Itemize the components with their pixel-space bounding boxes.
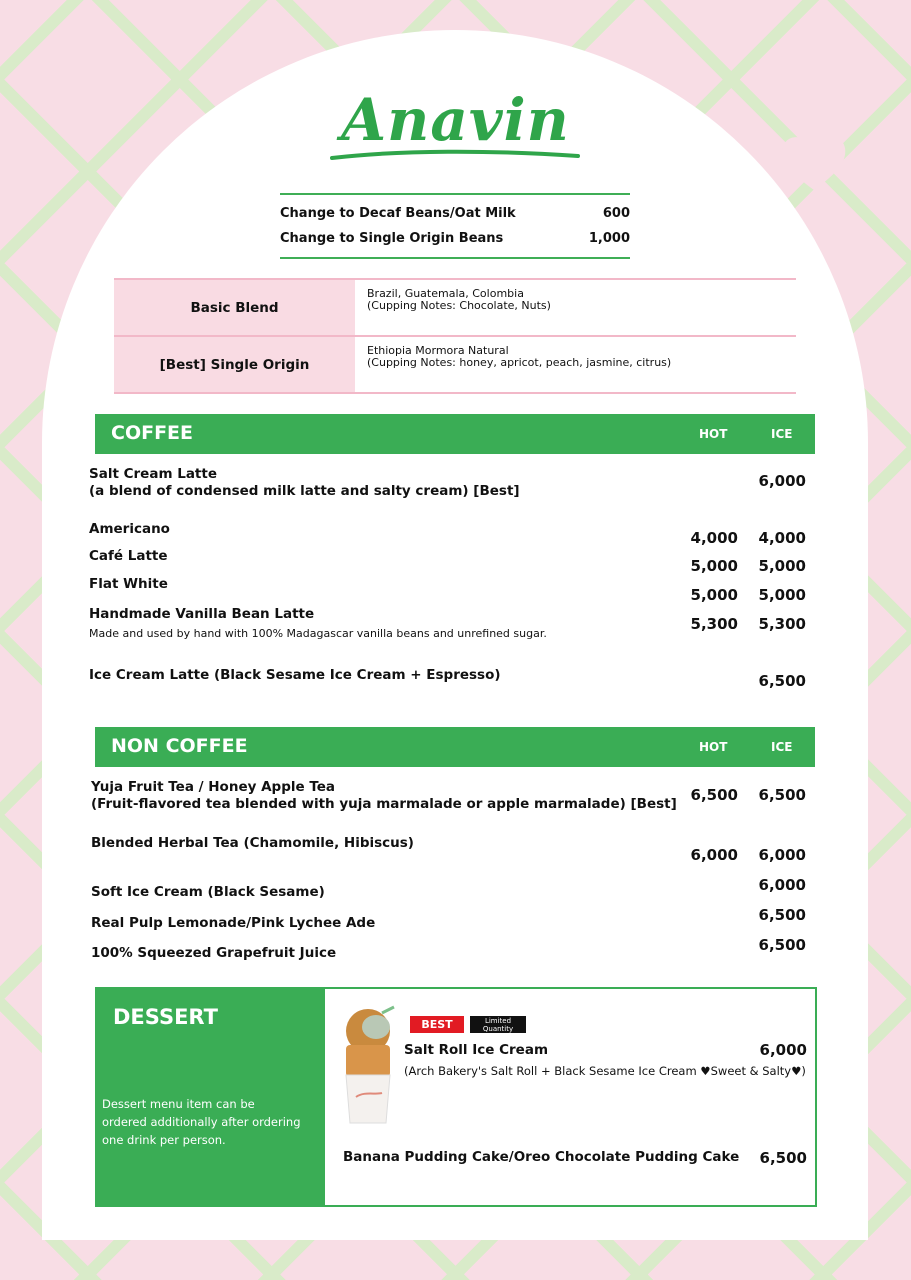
- bean-notes: (Cupping Notes: Chocolate, Nuts): [367, 299, 551, 312]
- menu-item: [89, 606, 547, 642]
- hot-price: 5,000: [690, 586, 738, 604]
- ice-column-label: ICE: [771, 427, 793, 441]
- option-price: 600: [602, 206, 630, 221]
- item-name: Ice Cream Latte (Black Sesame Ice Cream + Espresso): [89, 667, 501, 683]
- bean-name: [Best] Single Origin: [114, 337, 355, 392]
- item-name: Blended Herbal Tea (Chamomile, Hibiscus): [91, 835, 414, 851]
- ice-price: 6,500: [758, 936, 806, 954]
- dessert-price: 6,000: [759, 1041, 807, 1059]
- option-row: [280, 226, 630, 251]
- item-name: Handmade Vanilla Bean Latte: [89, 606, 315, 622]
- ice-price: 4,000: [758, 529, 806, 547]
- hot-price: 5,300: [690, 615, 738, 633]
- item-name: Banana Pudding Cake/Oreo Chocolate Pudding Cake: [343, 1149, 740, 1165]
- item-description: Made and used by hand with 100% Madagascar vanilla beans and unrefined sugar.: [89, 627, 547, 640]
- ice-price: 5,000: [758, 557, 806, 575]
- item-name: Real Pulp Lemonade/Pink Lychee Ade: [91, 915, 376, 931]
- dessert-price: 6,500: [759, 1149, 807, 1167]
- ice-price: 6,500: [758, 672, 806, 690]
- brand-logo: Anavin: [341, 86, 570, 154]
- item-name: Café Latte: [89, 548, 168, 564]
- ice-price: 6,000: [758, 472, 806, 490]
- option-price: 1,000: [588, 231, 630, 246]
- ice-column-label: ICE: [771, 740, 793, 754]
- option-label: Change to Single Origin Beans: [280, 231, 504, 246]
- bean-origin: Ethiopia Mormora Natural: [367, 344, 509, 357]
- item-description: (a blend of condensed milk latte and salty cream) [Best]: [89, 483, 520, 499]
- noncoffee-header: [95, 727, 815, 767]
- beans-table: [114, 278, 796, 394]
- ice-cream-cup-image: [342, 1005, 402, 1127]
- item-name: Soft Ice Cream (Black Sesame): [91, 884, 325, 900]
- bean-row: [114, 280, 796, 337]
- bean-description: [355, 337, 796, 392]
- option-row: [280, 201, 630, 226]
- ice-price: 6,500: [758, 906, 806, 924]
- badge-line: Quantity: [482, 1025, 514, 1033]
- section-title: COFFEE: [111, 422, 194, 444]
- best-badge: BEST: [410, 1016, 464, 1033]
- ice-price: 5,000: [758, 586, 806, 604]
- dessert-section: [95, 987, 817, 1207]
- item-name: Yuja Fruit Tea / Honey Apple Tea: [91, 779, 336, 795]
- bean-notes: (Cupping Notes: honey, apricot, peach, jasmine, citrus): [367, 356, 672, 369]
- item-name: Americano: [89, 521, 170, 537]
- ice-price: 6,000: [758, 876, 806, 894]
- dessert-panel: [97, 989, 325, 1205]
- item-description: (Arch Bakery's Salt Roll + Black Sesame Ice Cream ♥Sweet & Salty♥): [404, 1064, 806, 1078]
- item-description: (Fruit-flavored tea blended with yuja marmalade or apple marmalade) [Best]: [91, 796, 677, 812]
- item-name: Salt Cream Latte: [89, 466, 217, 482]
- item-name: Flat White: [89, 576, 168, 592]
- hot-price: 4,000: [690, 529, 738, 547]
- badge-line: Limited: [484, 1017, 512, 1025]
- option-label: Change to Decaf Beans/Oat Milk: [280, 206, 516, 221]
- item-name: Salt Roll Ice Cream: [404, 1042, 549, 1058]
- hot-price: 5,000: [690, 557, 738, 575]
- dessert-note: Dessert menu item can be ordered additionally after ordering one drink per person.: [102, 1097, 301, 1147]
- bean-name: Basic Blend: [114, 280, 355, 335]
- ice-price: 6,000: [758, 846, 806, 864]
- menu-item: [91, 779, 677, 813]
- logo-underline: [330, 148, 580, 162]
- section-title: DESSERT: [113, 1005, 218, 1029]
- section-title: NON COFFEE: [111, 735, 248, 757]
- item-name: 100% Squeezed Grapefruit Juice: [91, 945, 337, 961]
- hot-column-label: HOT: [699, 427, 728, 441]
- ice-price: 6,500: [758, 786, 806, 804]
- hot-price: 6,000: [690, 846, 738, 864]
- hot-price: 6,500: [690, 786, 738, 804]
- hot-column-label: HOT: [699, 740, 728, 754]
- bean-description: [355, 280, 796, 335]
- limited-quantity-badge: [470, 1016, 526, 1033]
- bean-row: [114, 337, 796, 394]
- options-table: [280, 193, 630, 259]
- coffee-header: [95, 414, 815, 454]
- ice-price: 5,300: [758, 615, 806, 633]
- menu-item: [89, 466, 520, 500]
- bean-origin: Brazil, Guatemala, Colombia: [367, 287, 524, 300]
